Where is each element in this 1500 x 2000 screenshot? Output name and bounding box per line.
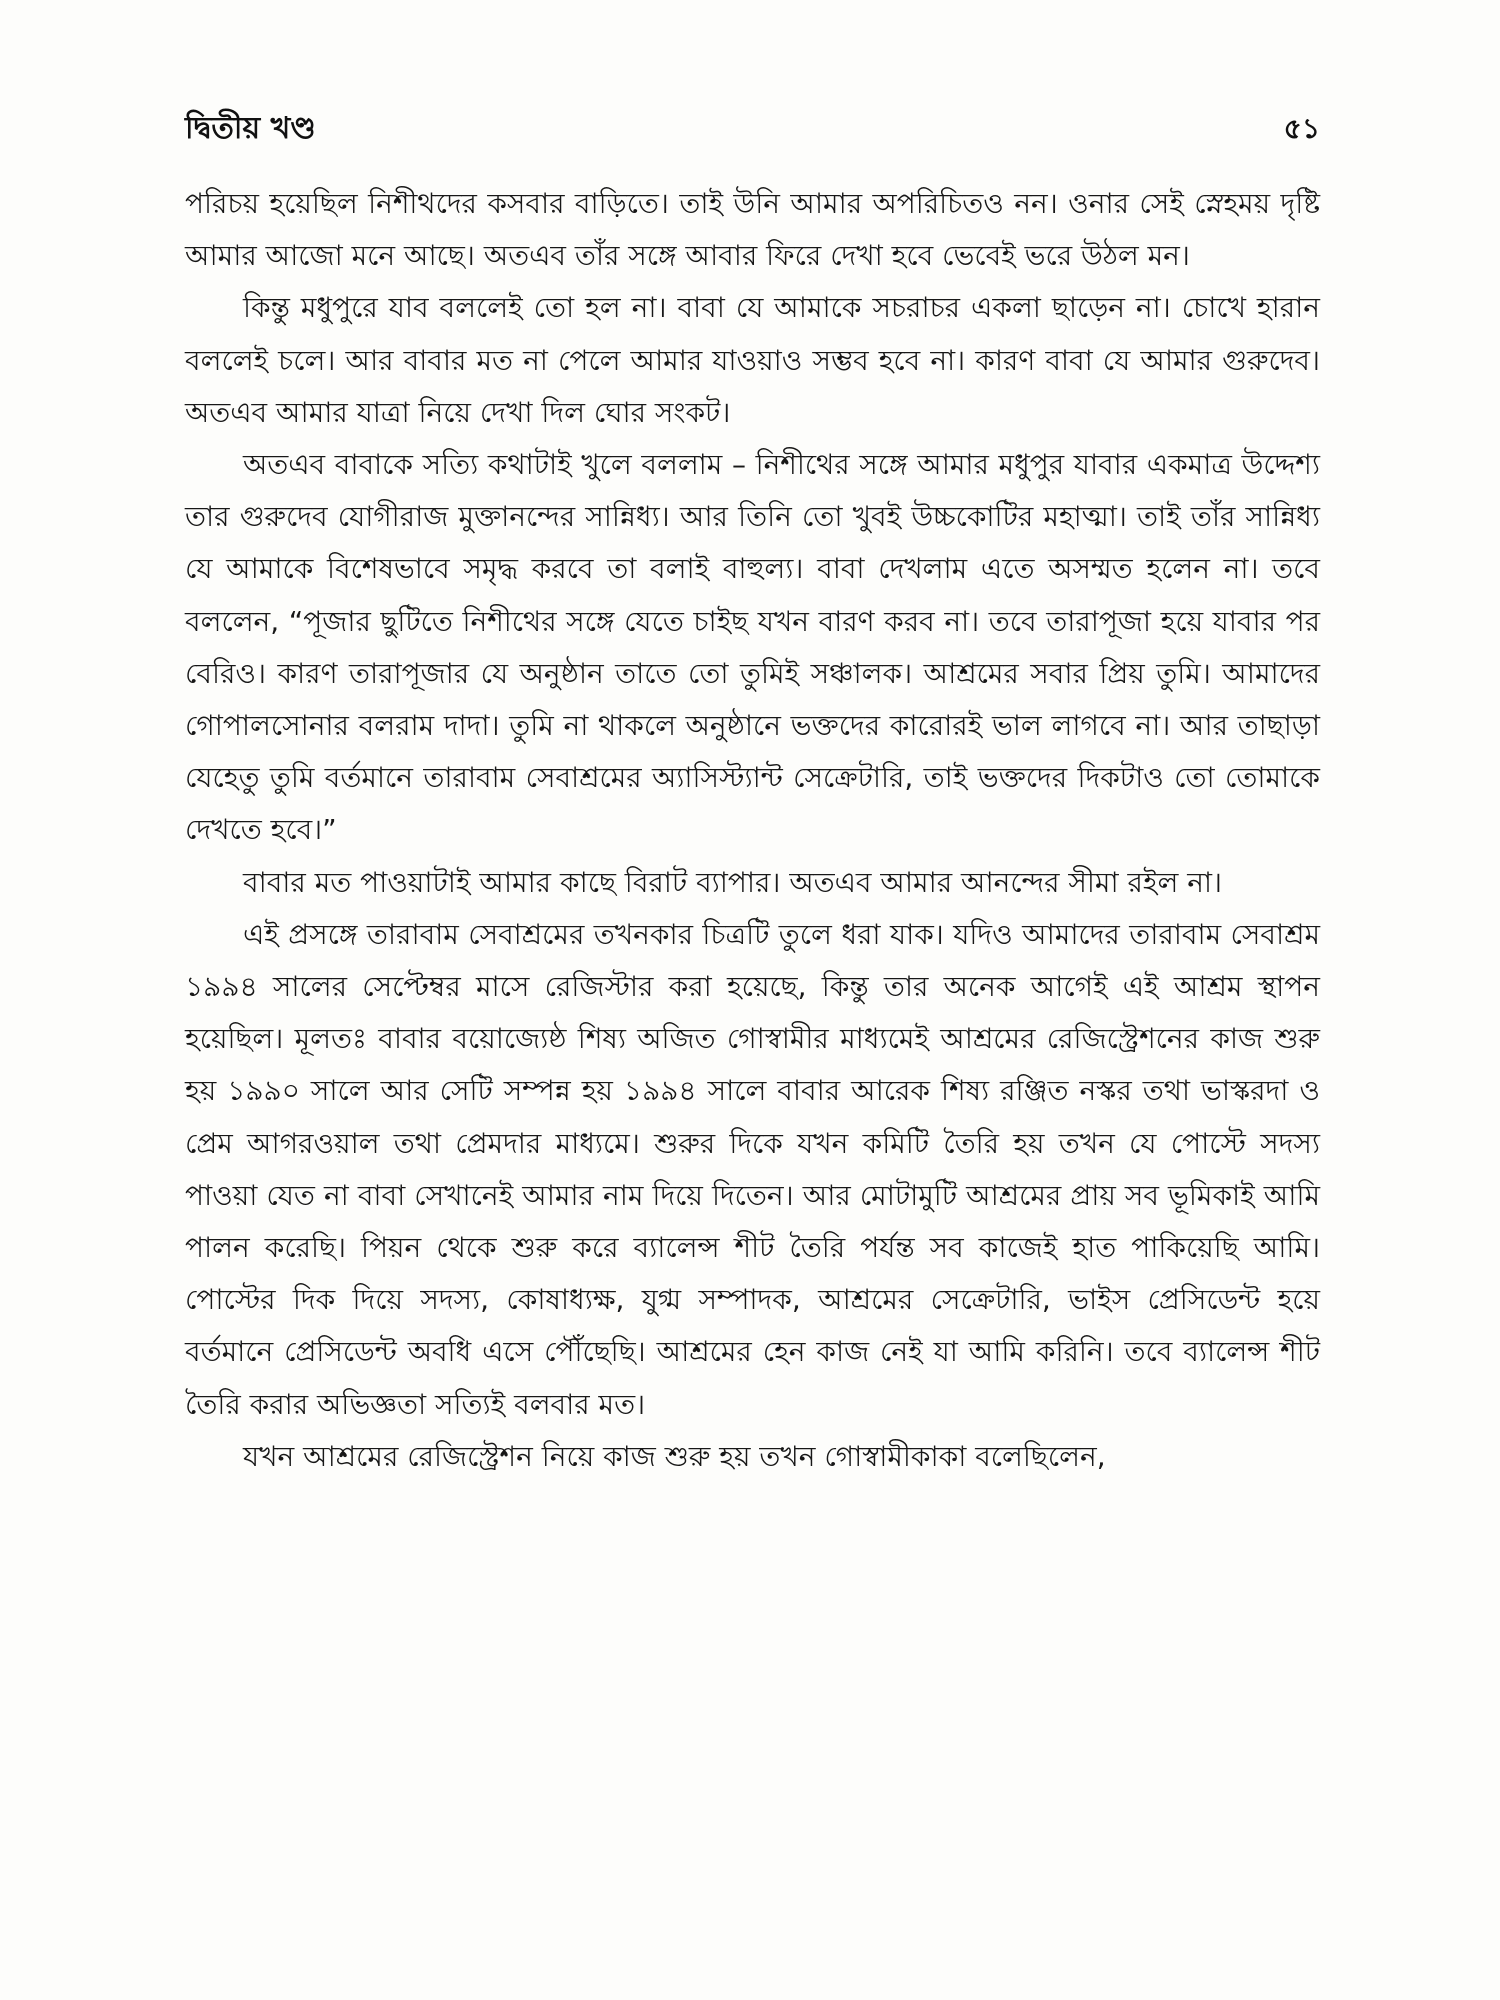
paragraph-continued: যখন আশ্রমের রেজিস্ট্রেশন নিয়ে কাজ শুরু হয় তখন গোস্বামীকাকা বলেছিলেন, — [243, 1439, 1106, 1473]
paragraph: অতএব বাবাকে সত্যি কথাটাই খুলে বললাম – নিশীথের সঙ্গে আমার মধুপুর যাবার একমাত্র উদ্দেশ্য তার গুরুদেব যোগীরাজ মুক্তানন্দের সান্নিধ্য। আর তিনি তো খুবই উচ্চকোটির মহাত্মা। তাই তাঁর সান্নিধ্য যে আমাকে বিশেষভাবে সমৃদ্ধ করবে তা বলাই বাহুল্য। বাবা দেখলাম এতে অসম্মত হলেন না। তবে বললেন, “পূজার ছুটিতে নিশীথের সঙ্গে যেতে চাইছ যখন বারণ করব না। তবে তারাপূজা হয়ে যাবার পর বেরিও। কারণ তারাপূজার যে অনুষ্ঠান তাতে তো তুমিই সঞ্চালক। আশ্রমের সবার প্রিয় তুমি। আমাদের গোপালসোনার বলরাম দাদা। তুমি না থাকলে অনুষ্ঠানে ভক্তদের কারোরই ভাল লাগবে না। আর তাছাড়া যেহেতু তুমি বর্তমানে তারাবাম সেবাশ্রমের অ্যাসিস্ট্যান্ট সেক্রেটারি, তাই ভক্তদের দিকটাও তো তোমাকে দেখতে হবে।” — [185, 448, 1320, 847]
body-text — [185, 178, 1320, 1483]
paragraph: এই প্রসঙ্গে তারাবাম সেবাশ্রমের তখনকার চিত্রটি তুলে ধরা যাক। যদিও আমাদের তারাবাম সেবাশ্রম ১৯৯৪ সালের সেপ্টেম্বর মাসে রেজিস্টার করা হয়েছে, কিন্তু তার অনেক আগেই এই আশ্রম স্থাপন হয়েছিল। মূলতঃ বাবার বয়োজ্যেষ্ঠ শিষ্য অজিত গোস্বামীর মাধ্যমেই আশ্রমের রেজিস্ট্রেশনের কাজ শুরু হয় ১৯৯০ সালে আর সেটি সম্পন্ন হয় ১৯৯৪ সালে বাবার আরেক শিষ্য রঞ্জিত নস্কর তথা ভাস্করদা ও প্রেম আগরওয়াল তথা প্রেমদার মাধ্যমে। শুরুর দিকে যখন কমিটি তৈরি হয় তখন যে পোস্টে সদস্য পাওয়া যেত না বাবা সেখানেই আমার নাম দিয়ে দিতেন। আর মোটামুটি আশ্রমের প্রায় সব ভূমিকাই আমি পালন করেছি। পিয়ন থেকে শুরু করে ব্যালেন্স শীট তৈরি পর্যন্ত সব কাজেই হাত পাকিয়েছি আমি। পোস্টের দিক দিয়ে সদস্য, কোষাধ্যক্ষ, যুগ্ম সম্পাদক, আশ্রমের সেক্রেটারি, ভাইস প্রেসিডেন্ট হয়ে বর্তমানে প্রেসিডেন্ট অবধি এসে পৌঁছেছি। আশ্রমের হেন কাজ নেই যা আমি করিনি। তবে ব্যালেন্স শীট তৈরি করার অভিজ্ঞতা সত্যিই বলবার মত। — [185, 917, 1320, 1421]
page-number: ৫১ — [1283, 112, 1320, 145]
running-header — [185, 104, 1320, 154]
paragraph: কিন্তু মধুপুরে যাব বললেই তো হল না। বাবা যে আমাকে সচরাচর একলা ছাড়েন না। চোখে হারান বললেই চলে। আর বাবার মত না পেলে আমার যাওয়াও সম্ভব হবে না। কারণ বাবা যে আমার গুরুদেব। অতএব আমার যাত্রা নিয়ে দেখা দিল ঘোর সংকট। — [185, 291, 1320, 429]
paragraph: বাবার মত পাওয়াটাই আমার কাছে বিরাট ব্যাপার। অতএব আমার আনন্দের সীমা রইল না। — [243, 865, 1223, 899]
paragraph-continuation: পরিচয় হয়েছিল নিশীথদের কসবার বাড়িতে। তাই উনি আমার অপরিচিতও নন। ওনার সেই স্নেহময় দৃষ্টি আমার আজো মনে আছে। অতএব তাঁর সঙ্গে আবার ফিরে দেখা হবে ভেবেই ভরে উঠল মন। — [185, 187, 1320, 273]
section-title: দ্বিতীয় খণ্ড — [185, 111, 316, 146]
